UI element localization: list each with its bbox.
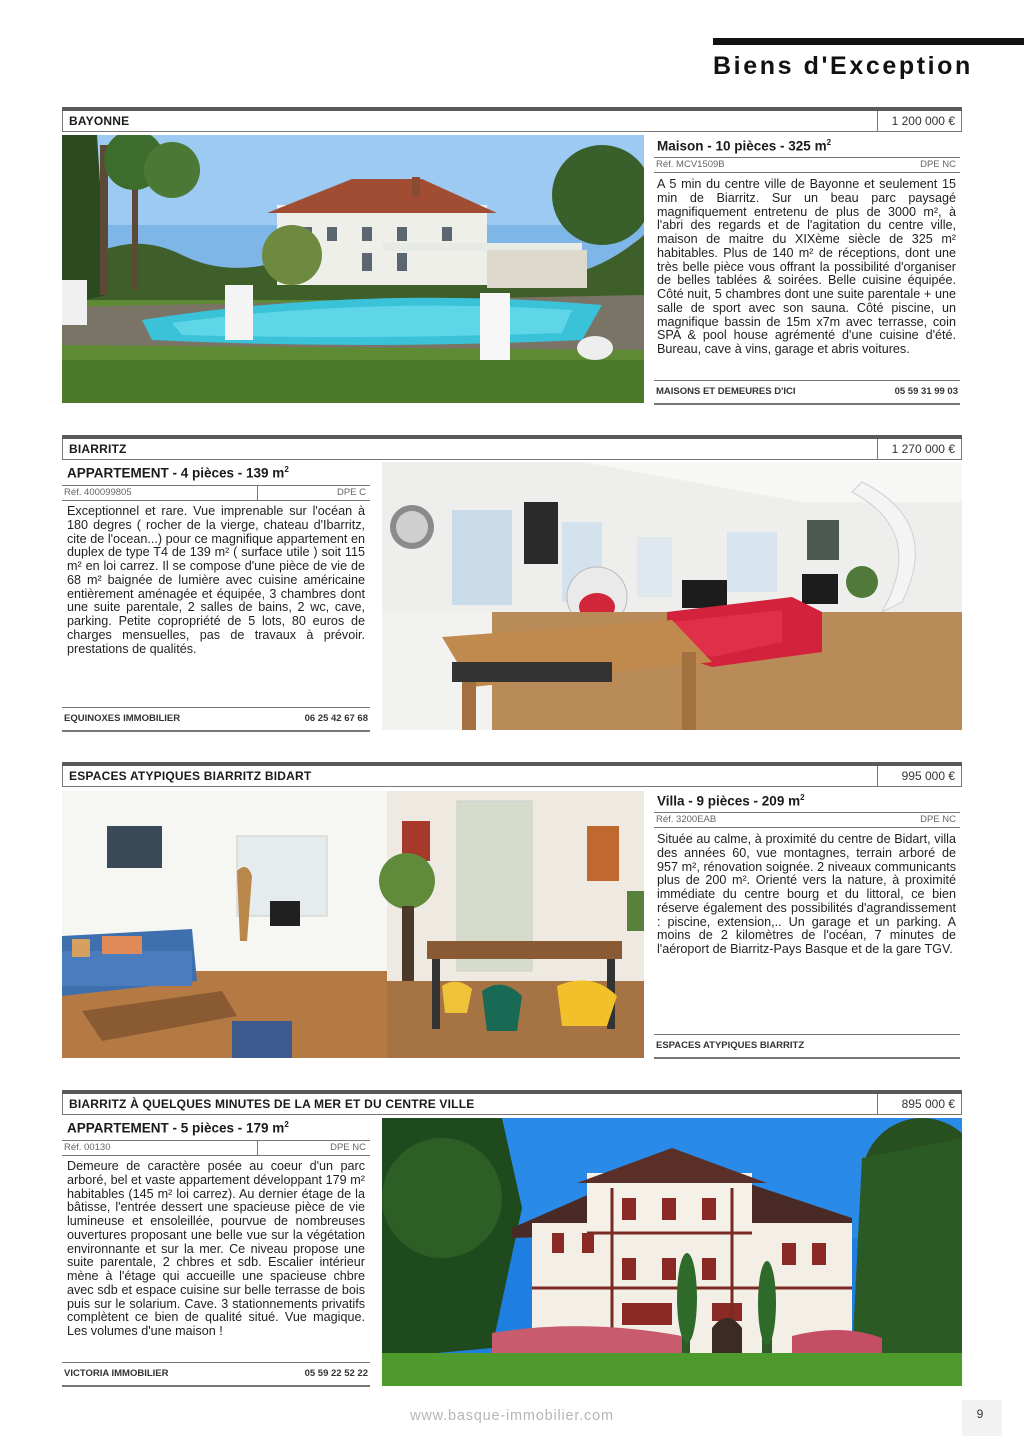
agency-name: MAISONS ET DEMEURES D'ICI bbox=[656, 386, 796, 397]
reference: Réf. 400099805 bbox=[64, 487, 132, 498]
agency-phone: 05 59 22 52 22 bbox=[304, 1368, 368, 1379]
agency-row bbox=[62, 1362, 370, 1387]
reference-row bbox=[654, 157, 960, 173]
reference-row bbox=[654, 812, 960, 828]
property-type: Villa - 9 pièces - 209 $m^2$ bbox=[657, 793, 805, 809]
listing-header bbox=[62, 111, 962, 132]
footer-url[interactable]: www.basque-immobilier.com bbox=[410, 1408, 614, 1424]
reference: Réf. MCV1509B bbox=[656, 159, 725, 170]
listing-header bbox=[62, 766, 962, 787]
listing-location: BIARRITZ À QUELQUES MINUTES DE LA MER ET DU CENTRE VILLE bbox=[69, 1097, 475, 1111]
dpe-rating: DPE C bbox=[336, 487, 366, 498]
property-description: Exceptionnel et rare. Vue imprenable sur l'océan à 180 degres ( rocher de la vierge, chateau d'Ibarritz, cite de l'ocean...) pour ce magnifique appartement en duplex de type T4 de 139 m² ( surface utile ) soit 115 m² en loi carrez. Il se compose d'une pièce de vie de 68 m² baignée de lumière avec cuisine américaine entièrement aménagée et équipée, 3 chambres dont une suite parentale, 2 salles de bains, 2 wc, cave, parking. Petite copropriété de 5 lots, 80 euros de charges mensuelles, pas de travaux à prévoir. prestations de qualités. bbox=[67, 504, 365, 656]
listing-price: 1 270 000 € bbox=[877, 439, 961, 459]
page-number: 9 bbox=[976, 1407, 984, 1421]
listing-header bbox=[62, 1094, 962, 1115]
property-photo-living-room bbox=[382, 462, 962, 730]
listing-header bbox=[62, 439, 962, 460]
property-type: Maison - 10 pièces - 325 $m^2$ bbox=[657, 138, 832, 154]
agency-row bbox=[654, 380, 960, 405]
listing-location: BIARRITZ bbox=[69, 442, 127, 456]
header-bar bbox=[713, 38, 1024, 45]
agency-phone: 05 59 31 99 03 bbox=[894, 386, 958, 397]
property-photo-house-pool bbox=[62, 135, 644, 403]
agency-name: ESPACES ATYPIQUES BIARRITZ bbox=[656, 1040, 805, 1051]
agency-row bbox=[62, 707, 370, 732]
dpe-rating: DPE NC bbox=[920, 814, 956, 825]
listing-location: ESPACES ATYPIQUES BIARRITZ BIDART bbox=[69, 769, 312, 783]
listing-price: 1 200 000 € bbox=[877, 111, 961, 131]
property-photo-villa-interior bbox=[62, 791, 644, 1058]
property-description: Demeure de caractère posée au coeur d'un parc arboré, bel et vaste appartement développant 179 m² habitables (145 m² loi carrez). Au dernier étage de la bâtisse, l'entrée dessert une spacieuse pièce de vie lumineuse et ensoleillée, pourvue de nombreuses ouvertures proposant une belle vue sur la végétation environnante et sur la mer. Ce niveau propose une suite parentale, 2 chbres et sdb. Escalier intérieur mène à l'étage qui accueille une spacieuse chbre avec sdb et espace cuisine sur belle terrasse de bois puis sur le solarium. Cave. 3 stationnements privatifs complètent ce bien de qualité situé. Vue magique. Les volumes d'une maison ! bbox=[67, 1159, 365, 1338]
reference-row bbox=[62, 485, 370, 501]
property-type: APPARTEMENT - 5 pièces - 179 $m^2$ bbox=[67, 1120, 289, 1136]
dpe-rating: DPE NC bbox=[330, 1142, 366, 1153]
agency-name: VICTORIA IMMOBILIER bbox=[64, 1368, 169, 1379]
listing-price: 895 000 € bbox=[877, 1094, 961, 1114]
property-description: A 5 min du centre ville de Bayonne et seulement 15 min de Biarritz. Sur un beau parc paysagé magnifiquement entretenu de plus de 3000 m², à l'abri des regards et de l'agitation du centre ville, maison de maitre du XIXème siècle de 325 m² habitables. Plus de 140 m² de réceptions, dont une très belle pièce vous offrant la possibilité d'organiser de belles tablées & soirées. Belle cuisine équipée. Côté nuit, 5 chambres dont une suite parentale + une salle de sport avec son sauna. Côté piscine, un magnifique bassin de 15m x7m avec terrasse, coin SPA & pool house agrémenté d'une cuisine d'été. Bureau, cave à vins, garage et abris voitures. bbox=[657, 177, 956, 356]
reference: Réf. 3200EAB bbox=[656, 814, 717, 825]
property-description: Située au calme, à proximité du centre de Bidart, villa des années 60, vue montagnes, terrain arboré de 957 m², rénovation soignée. 2 niveaux communicants plus de 200 m². Orienté vers la nature, à proximité immédiate du centre bourg et du littoral, ce bien réserve également des possibilités d'agrandissement : piscine, extension,.. Un garage et un parking. A moins de 2 kilomètres de l'océan, 7 minutes de l'aéroport de Biarritz-Pays Basque et de la gare TGV. bbox=[657, 832, 956, 956]
agency-row bbox=[654, 1034, 960, 1059]
agency-phone: 06 25 42 67 68 bbox=[304, 713, 368, 724]
reference: Réf. 00130 bbox=[64, 1142, 111, 1153]
page-title: Biens d'Exception bbox=[713, 52, 973, 80]
reference-row bbox=[62, 1140, 370, 1156]
property-photo-basque-villa bbox=[382, 1118, 962, 1386]
listing-price: 995 000 € bbox=[877, 766, 961, 786]
agency-name: EQUINOXES IMMOBILIER bbox=[64, 713, 181, 724]
listing-location: BAYONNE bbox=[69, 114, 130, 128]
property-type: APPARTEMENT - 4 pièces - 139 $m^2$ bbox=[67, 465, 289, 481]
dpe-rating: DPE NC bbox=[920, 159, 956, 170]
